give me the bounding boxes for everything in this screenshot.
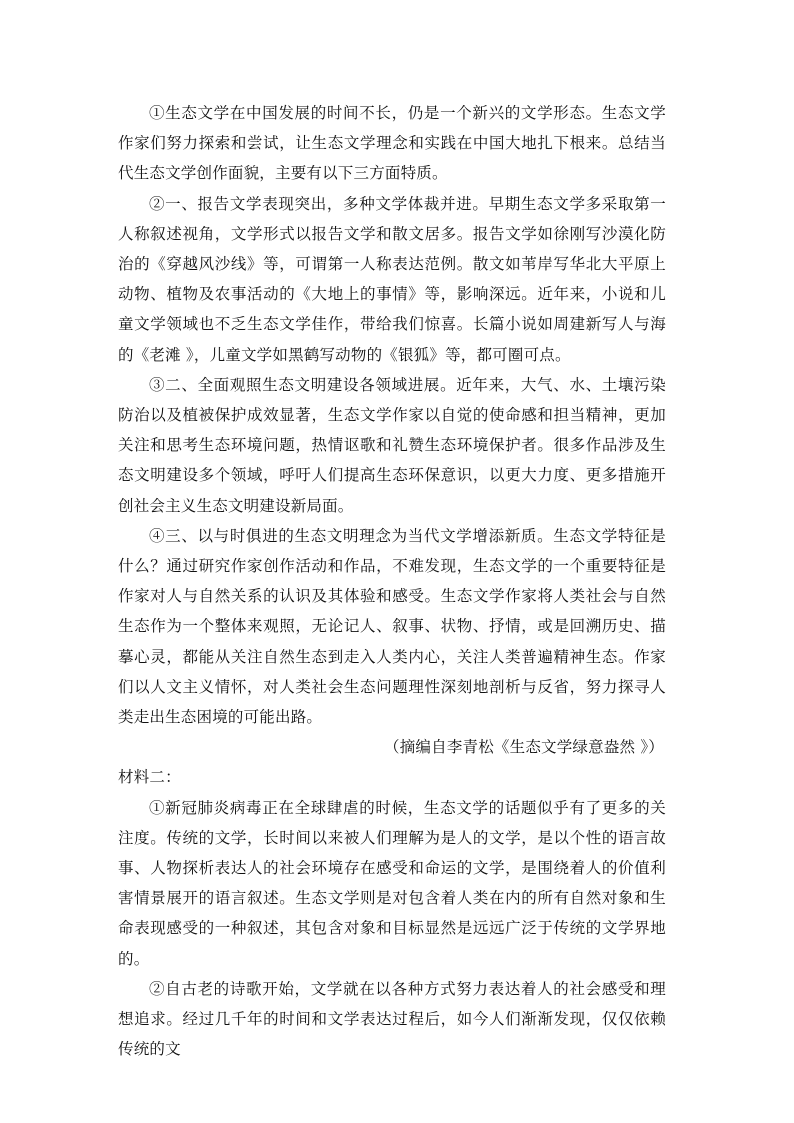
- paragraph-4: ④三、以与时俱进的生态文明理念为当代文学增添新质。生态文学特征是什么？通过研究作家创作活动和作品，不难发现，生态文学的一个重要特征是作家对人与自然关系的认识及其体验和感受。生态文学作家将人类社会与自然生态作为一个整体来观照，无论记人、叙事、状物、抒情，或是回溯历史、描摹心灵，都能从关注自然生态到走入人类内心，关注人类普遍精神生态。作家们以人文主义情怀，对人类社会生态问题理性深刻地剖析与反省，努力探寻人类走出生态困境的可能出路。: [118, 526, 666, 727]
- source-citation: （摘编自李青松《生态文学绿意盎然 》）: [384, 738, 664, 757]
- paragraph-2: ②一、报告文学表现突出，多种文学体裁并进。早期生态文学多采取第一人称叙述视角，文学形式以报告文学和散文居多。报告文学如徐刚写沙漠化防治的《穿越风沙线》等，可谓第一人称表达范例。散文如苇岸写华北大平原上动物、植物及农事活动的《大地上的事情》等，影响深远。近年来，小说和儿童文学领域也不乏生态文学佳作，带给我们惊喜。长篇小说如周建新写人与海的《老滩 》，儿童文学如黑鹤写动物的《银狐》等，都可圈可点。: [118, 194, 666, 364]
- document-body: [118, 98, 666, 1065]
- paragraph-3: ③二、全面观照生态文明建设各领域进展。近年来，大气、水、土壤污染防治以及植被保护成效显著，生态文学作家以自觉的使命感和担当精神，更加关注和思考生态环境问题，热情讴歌和礼赞生态环境保护者。很多作品涉及生态文明建设多个领域，呼吁人们提高生态环保意识，以更大力度、更多措施开创社会主义生态文明建设新局面。: [118, 375, 666, 515]
- paragraph-1: ①生态文学在中国发展的时间不长，仍是一个新兴的文学形态。生态文学作家们努力探索和尝试，让生态文学理念和实践在中国大地扎下根来。总结当代生态文学创作面貌，主要有以下三方面特质。: [118, 104, 666, 183]
- material-two-label: 材料二：: [118, 768, 181, 787]
- paragraph-6: ②自古老的诗歌开始，文学就在以各种方式努力表达着人的社会感受和理想追求。经过几千年的时间和文学表达过程后，如今人们渐渐发现，仅仅依赖传统的文: [118, 979, 666, 1059]
- paragraph-5: ①新冠肺炎病毒正在全球肆虐的时候，生态文学的话题似乎有了更多的关注度。传统的文学，长时间以来被人们理解为是人的文学，是以个性的语言故事、人物探析表达人的社会环境存在感受和命运的文学，是围绕着人的价值利害情景展开的语言叙述。生态文学则是对包含着人类在内的所有自然对象和生命表现感受的一种叙述，其包含对象和目标显然是远远广泛于传统的文学界地的。: [118, 798, 666, 968]
